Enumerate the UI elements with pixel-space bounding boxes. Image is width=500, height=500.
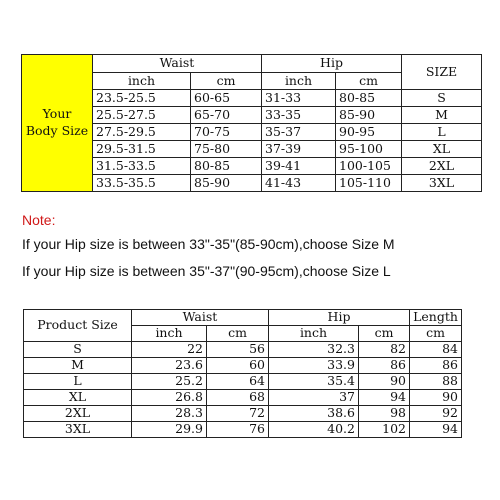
- size-cell: 3XL: [402, 175, 482, 192]
- hip-cm-cell: 100-105: [336, 158, 402, 175]
- waist-cm-cell: 80-85: [191, 158, 262, 175]
- waist-inch-cell: 25.2: [132, 374, 207, 390]
- length-header: Length: [410, 310, 462, 326]
- hip-inch-header: inch: [262, 73, 336, 90]
- hip-cm-cell: 80-85: [336, 90, 402, 107]
- size-cell: 3XL: [24, 422, 132, 438]
- waist-cm-cell: 60-65: [191, 90, 262, 107]
- table-row: [24, 358, 462, 374]
- your-body-size-label: Your Body Size: [22, 55, 93, 192]
- hip-inch-cell: 33.9: [269, 358, 359, 374]
- waist-cm-cell: 60: [207, 358, 269, 374]
- length-cm-cell: 84: [410, 342, 462, 358]
- length-cm-cell: 92: [410, 406, 462, 422]
- length-cm-header: cm: [410, 326, 462, 342]
- size-cell: L: [402, 124, 482, 141]
- hip-inch-cell: 32.3: [269, 342, 359, 358]
- size-header: SIZE: [402, 55, 482, 90]
- waist-inch-cell: 28.3: [132, 406, 207, 422]
- hip-header: Hip: [269, 310, 410, 326]
- waist-inch-cell: 29.5-31.5: [93, 141, 191, 158]
- hip-cm-cell: 90-95: [336, 124, 402, 141]
- waist-cm-header: cm: [191, 73, 262, 90]
- hip-inch-cell: 35.4: [269, 374, 359, 390]
- waist-inch-cell: 33.5-35.5: [93, 175, 191, 192]
- note-line-hip-m: If your Hip size is between 33"-35"(85-90cm),choose Size M: [22, 236, 395, 252]
- size-cell: XL: [24, 390, 132, 406]
- hip-inch-cell: 38.6: [269, 406, 359, 422]
- table-row: [24, 390, 462, 406]
- product-size-table: [23, 309, 462, 438]
- size-cell: 2XL: [24, 406, 132, 422]
- waist-inch-cell: 23.6: [132, 358, 207, 374]
- hip-cm-cell: 82: [359, 342, 410, 358]
- product-size-label: Product Size: [24, 310, 132, 342]
- waist-inch-header: inch: [132, 326, 207, 342]
- hip-inch-cell: 37-39: [262, 141, 336, 158]
- hip-inch-cell: 39-41: [262, 158, 336, 175]
- waist-cm-cell: 72: [207, 406, 269, 422]
- hip-cm-header: cm: [336, 73, 402, 90]
- hip-cm-header: cm: [359, 326, 410, 342]
- waist-cm-cell: 56: [207, 342, 269, 358]
- length-cm-cell: 88: [410, 374, 462, 390]
- hip-cm-cell: 102: [359, 422, 410, 438]
- table-row: [24, 422, 462, 438]
- hip-inch-cell: 37: [269, 390, 359, 406]
- size-cell: M: [24, 358, 132, 374]
- waist-inch-cell: 31.5-33.5: [93, 158, 191, 175]
- waist-inch-cell: 22: [132, 342, 207, 358]
- waist-cm-header: cm: [207, 326, 269, 342]
- hip-inch-cell: 33-35: [262, 107, 336, 124]
- hip-cm-cell: 105-110: [336, 175, 402, 192]
- waist-cm-cell: 76: [207, 422, 269, 438]
- waist-cm-cell: 85-90: [191, 175, 262, 192]
- length-cm-cell: 90: [410, 390, 462, 406]
- waist-header: Waist: [132, 310, 269, 326]
- size-cell: S: [402, 90, 482, 107]
- waist-header: Waist: [93, 55, 262, 73]
- waist-inch-cell: 29.9: [132, 422, 207, 438]
- table-row: [24, 406, 462, 422]
- hip-inch-cell: 31-33: [262, 90, 336, 107]
- waist-cm-cell: 65-70: [191, 107, 262, 124]
- hip-cm-cell: 98: [359, 406, 410, 422]
- hip-cm-cell: 90: [359, 374, 410, 390]
- waist-inch-cell: 23.5-25.5: [93, 90, 191, 107]
- hip-inch-cell: 40.2: [269, 422, 359, 438]
- waist-cm-cell: 64: [207, 374, 269, 390]
- size-cell: XL: [402, 141, 482, 158]
- hip-cm-cell: 85-90: [336, 107, 402, 124]
- table-row: [24, 374, 462, 390]
- hip-inch-cell: 35-37: [262, 124, 336, 141]
- hip-inch-header: inch: [269, 326, 359, 342]
- note-line-hip-l: If your Hip size is between 35"-37"(90-95cm),choose Size L: [22, 263, 391, 279]
- waist-inch-cell: 27.5-29.5: [93, 124, 191, 141]
- size-cell: M: [402, 107, 482, 124]
- hip-cm-cell: 95-100: [336, 141, 402, 158]
- hip-inch-cell: 41-43: [262, 175, 336, 192]
- size-cell: 2XL: [402, 158, 482, 175]
- waist-cm-cell: 68: [207, 390, 269, 406]
- hip-cm-cell: 86: [359, 358, 410, 374]
- hip-header: Hip: [262, 55, 402, 73]
- waist-inch-cell: 26.8: [132, 390, 207, 406]
- waist-inch-cell: 25.5-27.5: [93, 107, 191, 124]
- length-cm-cell: 86: [410, 358, 462, 374]
- waist-cm-cell: 75-80: [191, 141, 262, 158]
- body-size-table: [21, 54, 482, 192]
- size-cell: S: [24, 342, 132, 358]
- note-title: Note:: [22, 212, 56, 228]
- waist-inch-header: inch: [93, 73, 191, 90]
- waist-cm-cell: 70-75: [191, 124, 262, 141]
- length-cm-cell: 94: [410, 422, 462, 438]
- table-row: [24, 342, 462, 358]
- size-cell: L: [24, 374, 132, 390]
- hip-cm-cell: 94: [359, 390, 410, 406]
